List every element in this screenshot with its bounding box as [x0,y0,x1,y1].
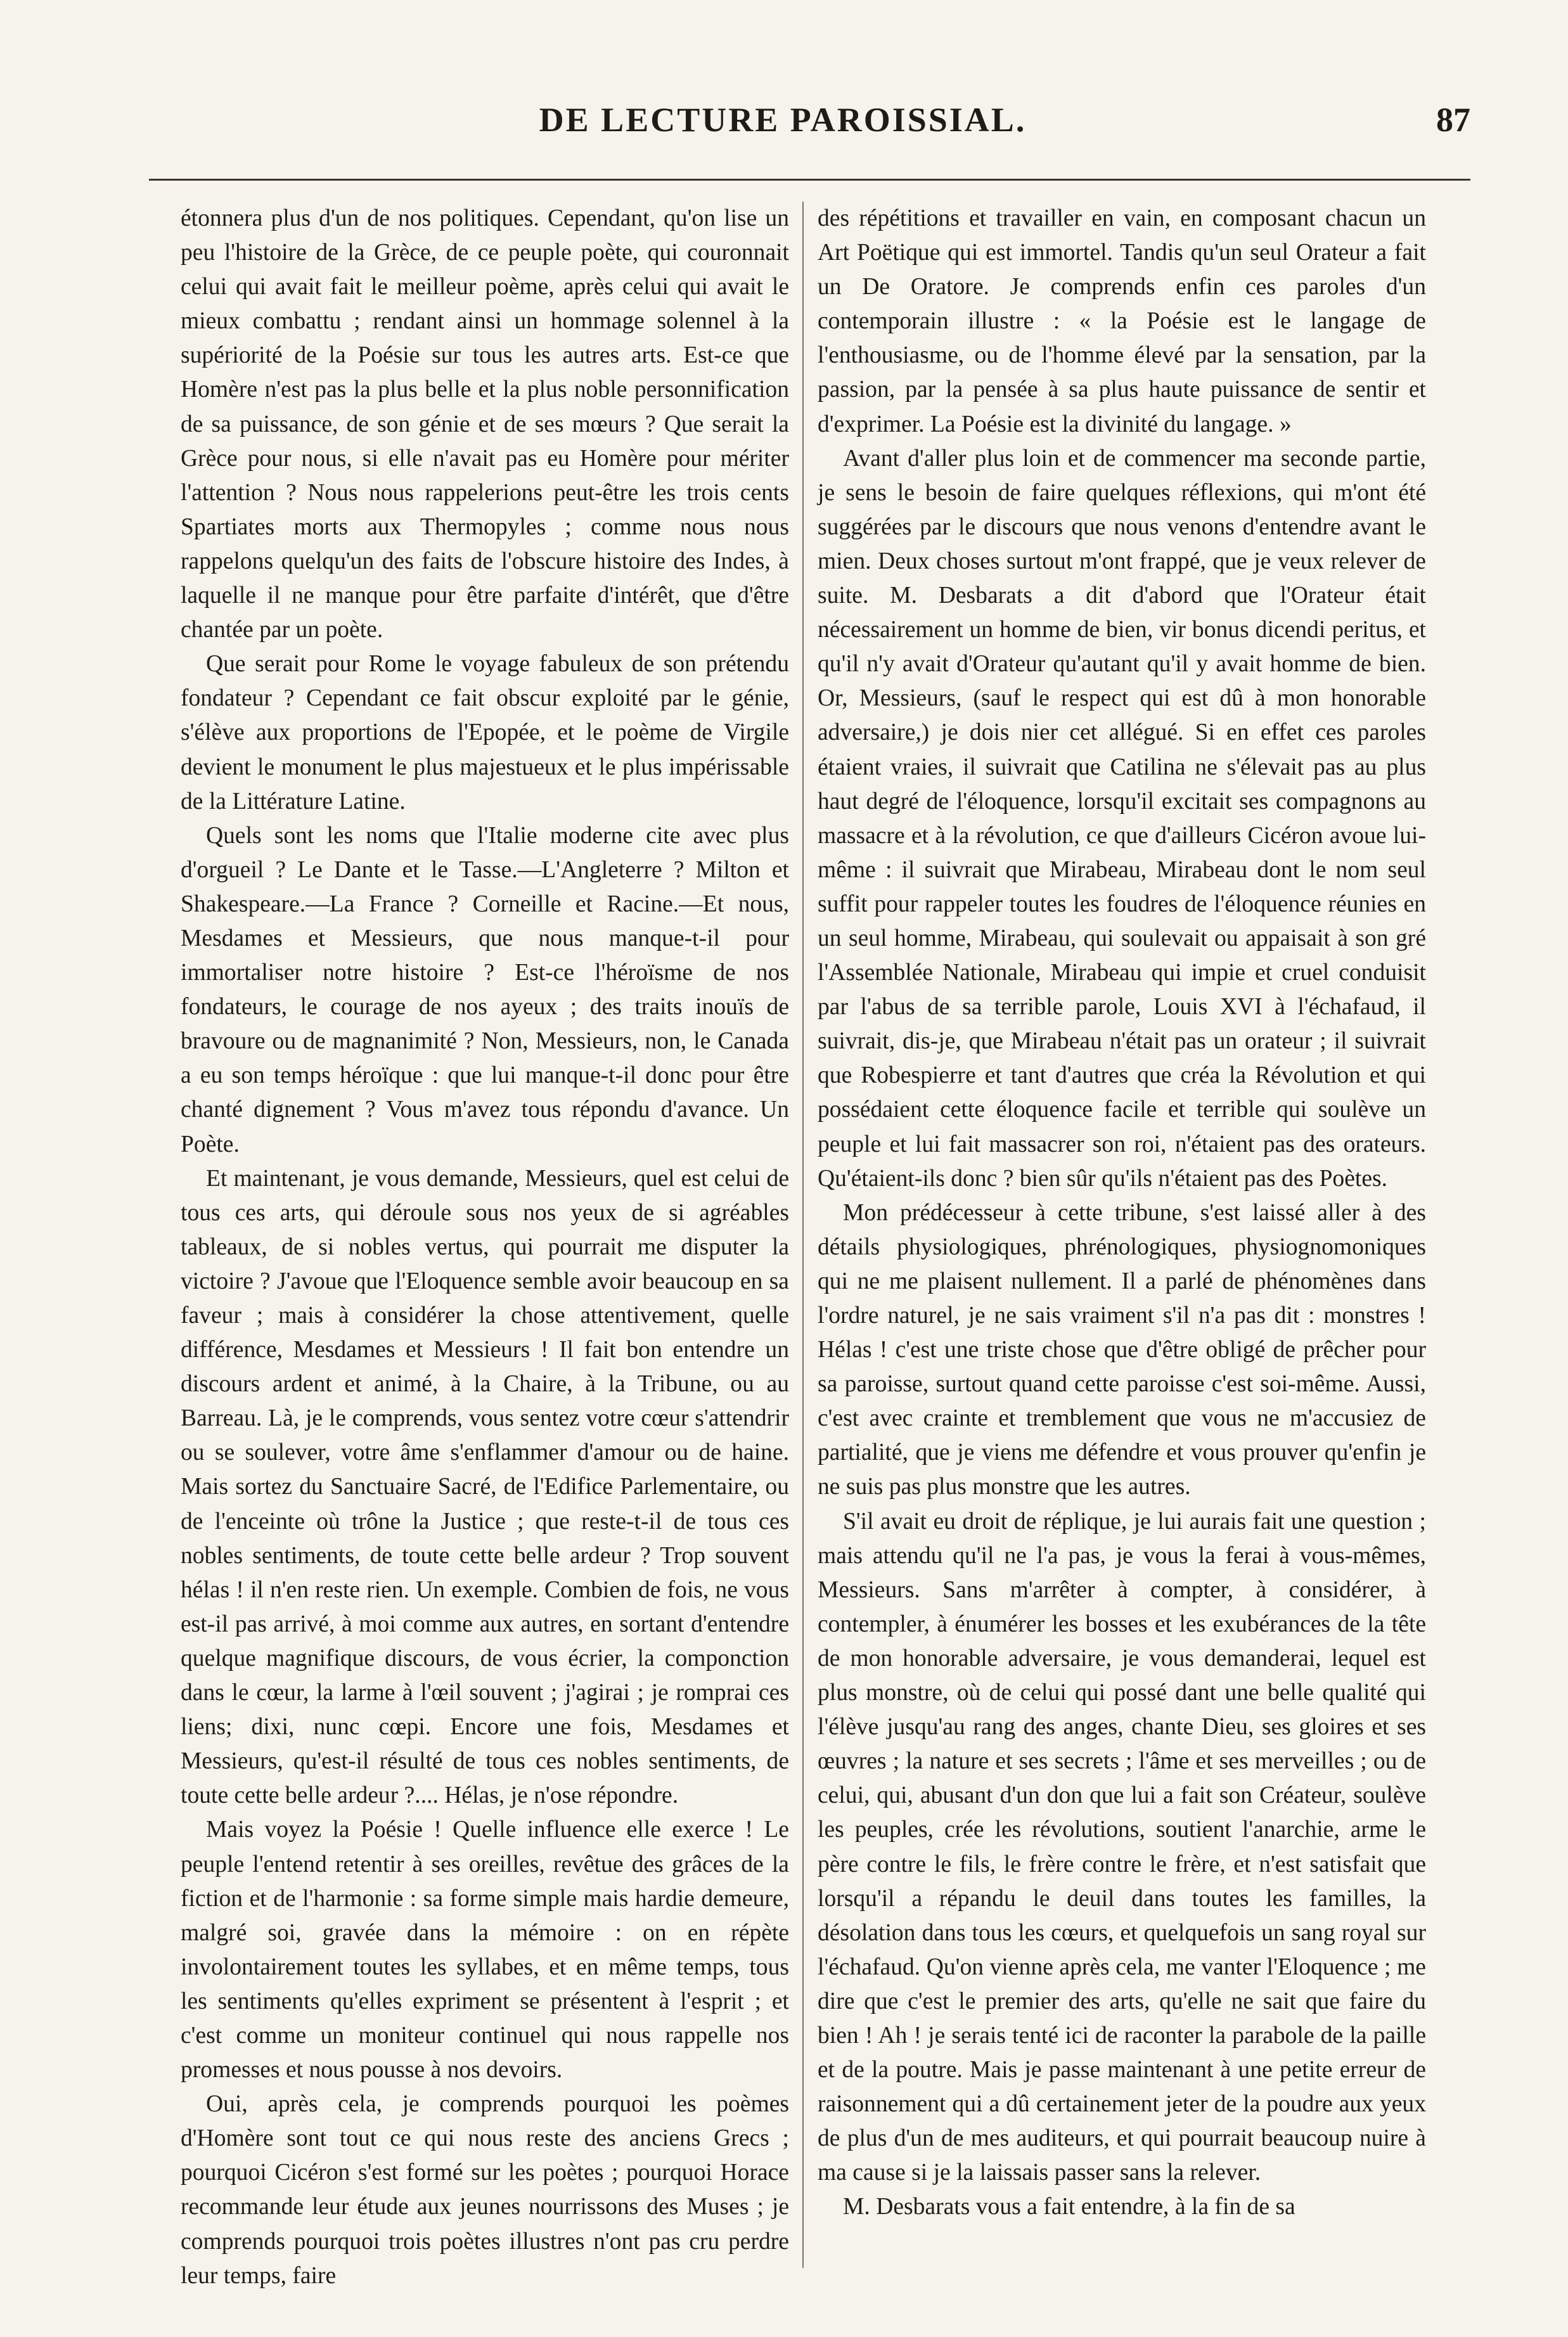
right-column [818,202,1426,2225]
paragraph: Oui, après cela, je comprends pourquoi les poèmes d'Homère sont tout ce qui nous reste des anciens Grecs ; pourquoi Cicéron s'est formé sur les poètes ; pourquoi Horace recommande leur étude aux jeunes nourrissons des Muses ; je comprends pourquoi trois poètes illustres n'ont pas cru perdre leur temps, faire [181,2091,789,2289]
paragraph: des répétitions et travailler en vain, en composant chacun un Art Poëtique qui est immortel. Tandis qu'un seul Orateur a fait un De Oratore. Je comprends enfin ces paroles d'un contemporain illustre : « la Poésie est le langage de l'enthousiasme, ou de l'homme élevé par la sensation, par la passion, par la pensée à sa plus haute puissance de sentir et d'exprimer. La Poésie est la divinité du langage. » [818,205,1426,437]
paragraph: Que serait pour Rome le voyage fabuleux de son prétendu fondateur ? Cependant ce fait obscur exploité par le génie, s'élève aux proportions de l'Epopée, et le poème de Virgile devient le monument le plus majestueux et le plus impérissable de la Littérature Latine. [181,651,789,814]
paragraph: Mais voyez la Poésie ! Quelle influence elle exerce ! Le peuple l'entend retentir à ses oreilles, revêtue des grâces de la fiction et de l'harmonie : sa forme simple mais hardie demeure, malgré soi, gravée dans la mémoire : on en répète involontairement toutes les syllabes, et en même temps, tous les sentiments qu'elles expriment se présentent à l'esprit ; et c'est comme un moniteur continuel qui nous rappelle nos promesses et nous pousse à nos devoirs. [181,1817,789,2083]
column-divider [802,202,804,2268]
header-rule [149,179,1470,181]
paragraph: S'il avait eu droit de réplique, je lui aurais fait une question ; mais attendu qu'il ne l'a pas, je vous la ferai à vous-mêmes, Messieurs. Sans m'arrêter à compter, à considérer, à contempler, à énumérer les bosses et les exubérances de la tête de mon honorable adversaire, je vous demanderai, lequel est plus monstre, où de celui qui possé dant une belle qualité qui l'élève jusqu'au rang des anges, chante Dieu, ses gloires et ses œuvres ; la nature et ses secrets ; l'âme et ses merveilles ; ou de celui, qui, abusant d'un don que lui a fait son Créateur, soulève les peuples, crée les révolutions, soutient l'anarchie, arme le père contre le fils, le frère contre le frère, et n'est satisfait que lorsqu'il a répandu le deuil dans toutes les familles, la désolation dans tous les cœurs, et quelquefois un sang royal sur l'échafaud. Qu'on vienne après cela, me vanter l'Eloquence ; me dire que c'est le premier des arts, qu'elle ne sait que faire du bien ! Ah ! je serais tenté ici de raconter la parabole de la paille et de la poutre. Mais je passe maintenant à une petite erreur de raisonnement qui a dû certainement jeter de la poudre aux yeux de plus d'un de mes auditeurs, et qui pourrait beaucoup nuire à ma cause si je la laissais passer sans la relever. [818,1508,1426,2186]
paragraph: Et maintenant, je vous demande, Messieurs, quel est celui de tous ces arts, qui déroule sous nos yeux de si agréables tableaux, de si nobles vertus, qui pourrait me disputer la victoire ? J'avoue que l'Eloquence semble avoir beaucoup en sa faveur ; mais à considérer la chose attentivement, quelle différence, Mesdames et Messieurs ! Il fait bon entendre un discours ardent et animé, à la Chaire, à la Tribune, ou au Barreau. Là, je le comprends, vous sentez votre cœur s'attendrir ou se soulever, votre âme s'enflammer d'amour ou de haine. Mais sortez du Sanctuaire Sacré, de l'Edifice Parlementaire, ou de l'enceinte où trône la Justice ; que reste-t-il de tous ces nobles sentiments, de toute cette belle ardeur ? Trop souvent hélas ! il n'en reste rien. Un exemple. Combien de fois, ne vous est-il pas arrivé, à moi comme aux autres, en sortant d'entendre quelque magnifique discours, de vous écrier, la componction dans le cœur, la larme à l'œil souvent ; j'agirai ; je romprai ces liens; dixi, nunc cœpi. Encore une fois, Mesdames et Messieurs, qu'est-il résulté de tous ces nobles sentiments, de toute cette belle ardeur ?.... Hélas, je n'ose répondre. [181,1165,789,1809]
page-header [95,100,1470,157]
paragraph: Quels sont les noms que l'Italie moderne cite avec plus d'orgueil ? Le Dante et le Tasse.—L'Angleterre ? Milton et Shakespeare.—La France ? Corneille et Racine.—Et nous, Mesdames et Messieurs, que nous manque-t-il pour immortaliser notre histoire ? Est-ce l'héroïsme de nos fondateurs, le courage de nos ayeux ; des traits inouïs de bravoure ou de magnanimité ? Non, Messieurs, non, le Canada a eu son temps héroïque : que lui manque-t-il donc pour être chanté dignement ? Vous m'avez tous répondu d'avance. Un Poète. [181,822,789,1157]
running-title: DE LECTURE PAROISSIAL. [539,101,1027,139]
paragraph: M. Desbarats vous a fait entendre, à la fin de sa [843,2194,1295,2220]
left-column [181,202,789,2293]
page-number: 87 [1436,101,1470,139]
paragraph: étonnera plus d'un de nos politiques. Cependant, qu'on lise un peu l'histoire de la Grèce, de ce peuple poète, qui couronnait celui qui avait fait le meilleur poème, après celui qui avait le mieux combattu ; rendant ainsi un hommage solennel à la supériorité de la Poésie sur tous les autres arts. Est-ce que Homère n'est pas la plus belle et la plus noble personnification de sa puissance, de son génie et de ses mœurs ? Que serait la Grèce pour nous, si elle n'avait pas eu Homère pour mériter l'attention ? Nous nous rappelerions peut-être les trois cents Spartiates morts aux Thermopyles ; comme nous nous rappelons quelqu'un des faits de l'obscure histoire des Indes, à laquelle il ne manque pour être parfaite d'intérêt, que d'être chantée par un poète. [181,205,789,643]
paragraph: Mon prédécesseur à cette tribune, s'est laissé aller à des détails physiologiques, phrénologiques, physiognomoniques qui ne me plaisent nullement. Il a parlé de phénomènes dans l'ordre naturel, je ne sais vraiment s'il n'a pas dit : monstres ! Hélas ! c'est une triste chose que d'être obligé de prêcher pour sa paroisse, surtout quand cette paroisse c'est soi-même. Aussi, c'est avec crainte et tremblement que vous ne m'accusiez de partialité, que je viens me défendre et vous prouver qu'enfin je ne suis pas plus monstre que les autres. [818,1199,1426,1500]
paragraph: Avant d'aller plus loin et de commencer ma seconde partie, je sens le besoin de faire quelques réflexions, qui m'ont été suggérées par le discours que nous venons d'entendre avant le mien. Deux choses surtout m'ont frappé, que je veux relever de suite. M. Desbarats a dit d'abord que l'Orateur était nécessairement un homme de bien, vir bonus dicendi peritus, et qu'il n'y avait d'Orateur qu'autant qu'il y avait homme de bien. Or, Messieurs, (sauf le respect qui est dû à mon honorable adversaire,) je dois nier cet allégué. Si en effet ces paroles étaient vraies, il suivrait que Catilina ne s'élevait pas au plus haut degré de l'éloquence, lorsqu'il excitait ses compagnons au massacre et à la révolution, ce que d'ailleurs Cicéron avoue lui-même : il suivrait que Mirabeau, Mirabeau dont le nom seul suffit pour rappeler toutes les foudres de l'éloquence réunies en un seul homme, Mirabeau, qui soulevait ou appaisait à son gré l'Assemblée Nationale, Mirabeau qui impie et cruel conduisit par l'abus de sa terrible parole, Louis XVI à l'échafaud, il suivrait, dis-je, que Mirabeau n'était pas un orateur ; il suivrait que Robespierre et tant d'autres que créa la Révolution et qui possédaient cette éloquence facile et terrible qui soulève un peuple et lui fait massacrer son roi, n'étaient pas des orateurs. Qu'étaient-ils donc ? bien sûr qu'ils n'étaient pas des Poètes. [818,445,1426,1192]
